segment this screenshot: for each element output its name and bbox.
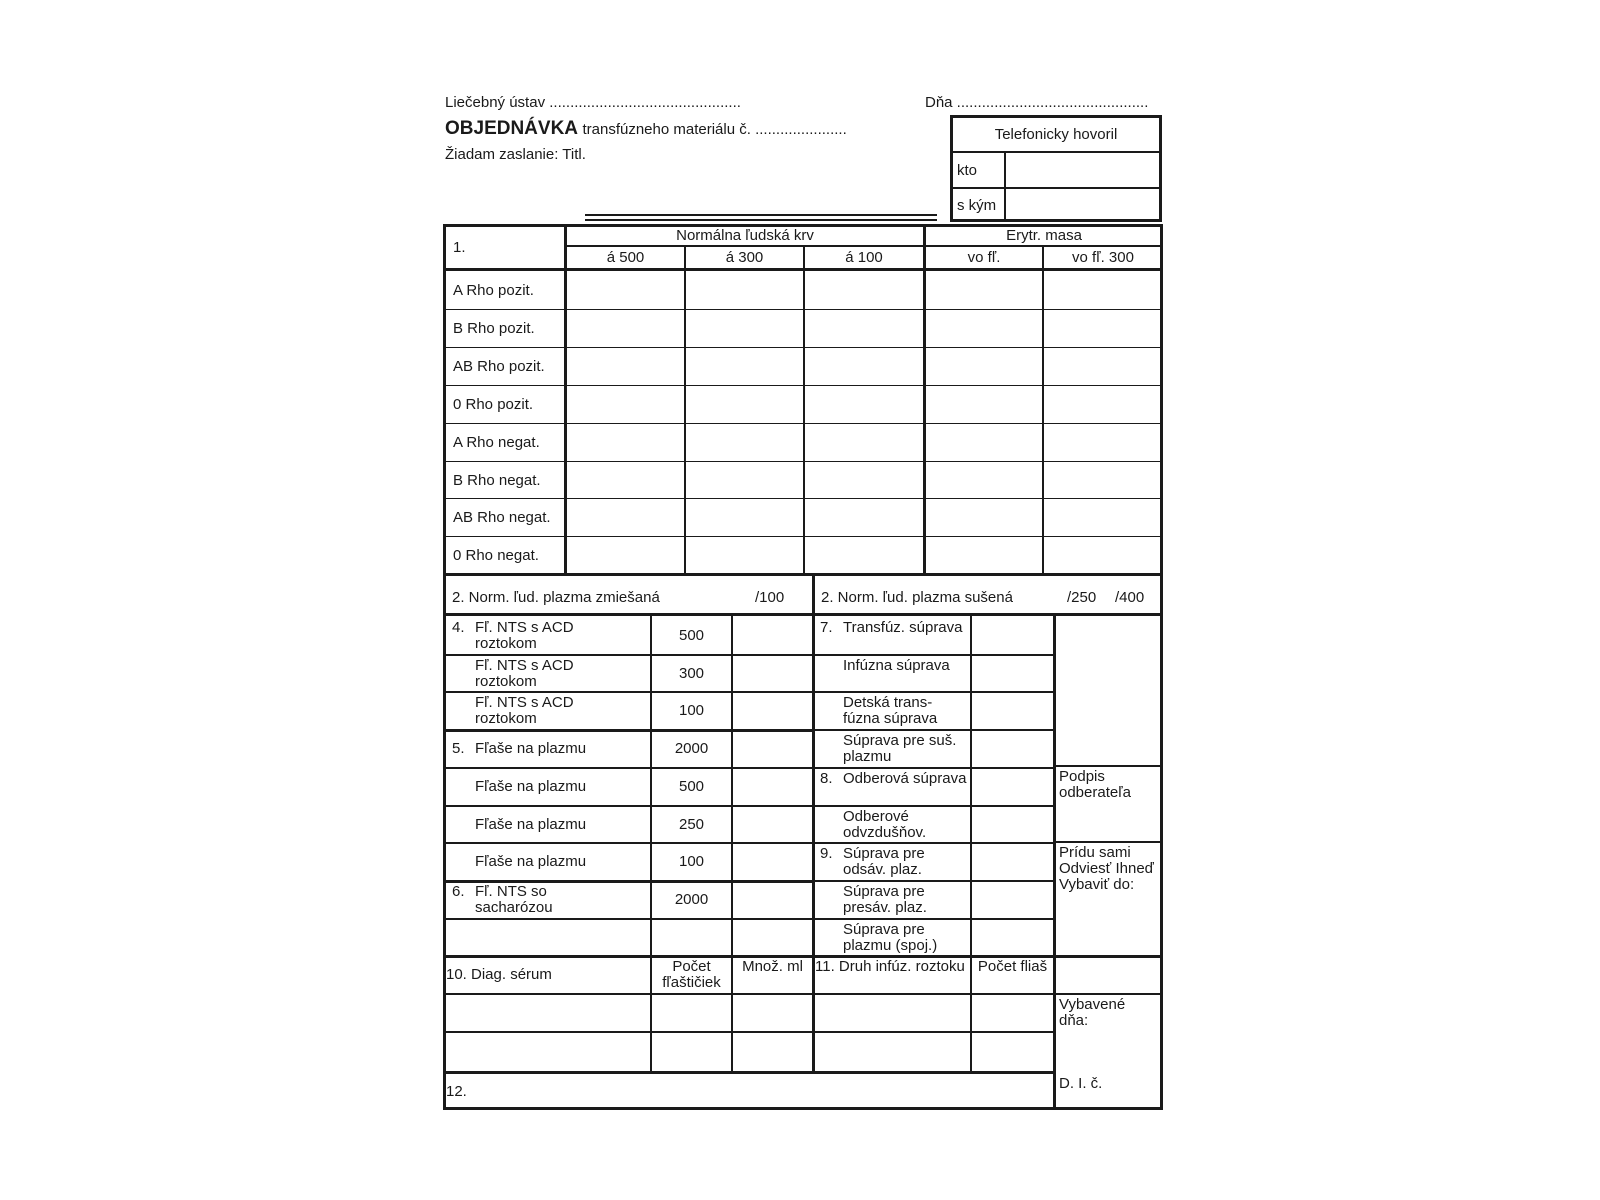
- left-item-label: Fľaše na plazmu: [475, 815, 587, 833]
- bottle-count-header: Počet fliaš: [977, 958, 1048, 975]
- section12-topline: [443, 1071, 1055, 1074]
- blood-cell[interactable]: [926, 538, 1040, 572]
- left-item-amount-field[interactable]: [734, 656, 811, 690]
- col-header: á 500: [606, 249, 645, 266]
- blood-row-line: [446, 385, 1160, 386]
- plasma-dried-label: 2. Norm. ľud. plazma sušená: [821, 589, 1013, 606]
- blood-cell[interactable]: [1044, 387, 1160, 421]
- date-line[interactable]: Dňa ..............................................: [925, 94, 1149, 111]
- left-item-amount-field[interactable]: [734, 807, 811, 841]
- blood-cell[interactable]: [686, 273, 801, 307]
- right-item-amount-field[interactable]: [973, 769, 1051, 803]
- left-item-qty: 100: [678, 702, 705, 720]
- left-item-label: Fľaše na plazmu: [475, 740, 587, 758]
- col-header: vo fľ.: [967, 249, 1001, 266]
- blood-row-line: [446, 498, 1160, 499]
- blood-row-line: [446, 461, 1160, 462]
- lower-grid-side-divider: [1053, 613, 1056, 1110]
- blood-cell[interactable]: [926, 387, 1040, 421]
- left-item-qty: 500: [678, 777, 705, 795]
- left-item-label: Fľ. NTS so sacharózou: [475, 882, 553, 916]
- blood-cell[interactable]: [567, 425, 682, 459]
- left-item-label: Fľ. NTS s ACD roztokom: [475, 694, 574, 728]
- blood-cell[interactable]: [805, 425, 921, 459]
- blood-cell[interactable]: [1044, 463, 1160, 497]
- left-item-number: 4.: [452, 619, 465, 636]
- blood-cell[interactable]: [686, 463, 801, 497]
- dic-label[interactable]: D. I. č.: [1059, 1075, 1103, 1092]
- right-item-label: Transfúz. súprava: [843, 619, 963, 636]
- left-item-qty: 500: [678, 627, 705, 644]
- blood-cell[interactable]: [686, 349, 801, 383]
- blood-type-label: 0 Rho pozit.: [453, 395, 534, 413]
- left-item-qty: 100: [678, 853, 705, 871]
- plasma-row-divider: [812, 576, 815, 616]
- blood-cell[interactable]: [1044, 500, 1160, 534]
- side-line: [1055, 765, 1162, 767]
- blood-cell[interactable]: [567, 273, 682, 307]
- phone-with-whom-label: s kým: [957, 197, 997, 214]
- blood-cell[interactable]: [805, 273, 921, 307]
- blood-cell[interactable]: [926, 273, 1040, 307]
- diag-serum-label: 10. Diag. sérum: [446, 966, 552, 983]
- blood-cell[interactable]: [805, 311, 921, 345]
- side-line: [1055, 955, 1162, 958]
- plasma-dried-unit-400[interactable]: /400: [1115, 589, 1145, 606]
- left-item-amount-field[interactable]: [734, 618, 811, 652]
- left-item-label: Fľaše na plazmu: [475, 777, 587, 795]
- section10-row-line: [443, 1031, 1055, 1033]
- blood-cell[interactable]: [926, 500, 1040, 534]
- blood-cell[interactable]: [805, 463, 921, 497]
- col-header: vo fľ. 300: [1072, 249, 1134, 266]
- blood-row-line: [446, 423, 1160, 424]
- left-item-amount-field[interactable]: [734, 731, 811, 765]
- section12-field[interactable]: [470, 1075, 1050, 1107]
- blood-type-label: AB Rho pozit.: [453, 357, 545, 375]
- right-item-label: Detská trans-fúzna súprava: [843, 694, 938, 728]
- right-item-amount-field[interactable]: [973, 920, 1051, 954]
- col-header: á 300: [725, 249, 764, 266]
- form-title-bold: OBJEDNÁVKA: [445, 118, 579, 139]
- blood-cell[interactable]: [926, 425, 1040, 459]
- form-title: [445, 118, 847, 140]
- right-item-label: Súprava pre odsáv. plaz.: [843, 845, 925, 879]
- blood-type-label: A Rho negat.: [453, 433, 540, 451]
- left-item-amount-field[interactable]: [734, 882, 811, 916]
- section10-headline: [443, 993, 1055, 995]
- blood-type-label: B Rho negat.: [453, 471, 541, 489]
- blood-table-hline: [443, 268, 1163, 271]
- left-item-label: Fľ. NTS s ACD roztokom: [475, 656, 574, 690]
- left-item-label: Fľaše na plazmu: [475, 853, 587, 871]
- left-item-amount-field[interactable]: [734, 693, 811, 727]
- blood-cell[interactable]: [1044, 311, 1160, 345]
- right-item-amount-field[interactable]: [973, 618, 1051, 652]
- blood-type-label: A Rho pozit.: [453, 282, 534, 299]
- blood-cell[interactable]: [686, 425, 801, 459]
- left-item-amount-field[interactable]: [734, 769, 811, 803]
- request-line[interactable]: Žiadam zaslanie: Titl.: [445, 146, 586, 163]
- blood-cell[interactable]: [686, 500, 801, 534]
- blood-cell[interactable]: [805, 349, 921, 383]
- group-eryt-mass: Erytr. masa: [1006, 227, 1082, 244]
- blood-row-line: [446, 347, 1160, 348]
- pickup-label[interactable]: Prídu sami Odviesť Ihneď Vybaviť do:: [1059, 844, 1154, 893]
- left-item-number: 6.: [452, 882, 465, 900]
- blood-cell[interactable]: [567, 349, 682, 383]
- col-header: á 100: [845, 249, 883, 266]
- vial-count-header: Počet fľaštičiek: [662, 958, 721, 991]
- blood-cell[interactable]: [1044, 273, 1160, 307]
- side-line: [1055, 993, 1162, 995]
- blood-type-label: B Rho pozit.: [453, 319, 535, 337]
- blood-cell[interactable]: [805, 538, 921, 572]
- name-underline: [585, 214, 937, 216]
- blood-cell[interactable]: [567, 500, 682, 534]
- blood-type-label: AB Rho negat.: [453, 509, 551, 527]
- blood-row-line: [446, 536, 1160, 537]
- done-date-label[interactable]: Vybavené dňa:: [1059, 996, 1126, 1029]
- right-item-amount-field[interactable]: [973, 731, 1051, 765]
- left-item-qty: 2000: [674, 740, 709, 758]
- phone-box-vline: [1004, 151, 1006, 221]
- blood-type-label: 0 Rho negat.: [453, 547, 539, 565]
- blood-cell[interactable]: [805, 500, 921, 534]
- signature-label[interactable]: Podpis odberateľa: [1059, 768, 1131, 801]
- blood-cell[interactable]: [567, 538, 682, 572]
- right-item-amount-field[interactable]: [973, 882, 1051, 916]
- right-item-label: Súprava pre plazmu (spoj.): [843, 920, 938, 954]
- left-item-amount-field[interactable]: [734, 844, 811, 878]
- section12-label: 12.: [446, 1083, 467, 1100]
- phone-box-title: Telefonicky hovoril: [994, 126, 1118, 143]
- amount-ml-header: Množ. ml: [742, 958, 803, 975]
- infusion-type-label: 11. Druh infúz. roztoku: [815, 958, 965, 975]
- right-item-label: Infúzna súprava: [843, 656, 950, 674]
- right-item-amount-field[interactable]: [973, 807, 1051, 841]
- left-item-qty: 250: [678, 815, 705, 833]
- left-item-number: 5.: [452, 740, 465, 758]
- right-item-label: Súprava pre presáv. plaz.: [843, 882, 927, 916]
- phone-box-line: [950, 151, 1162, 153]
- institution-line[interactable]: Liečebný ústav ..............................................: [445, 94, 741, 111]
- right-item-amount-field[interactable]: [973, 844, 1051, 878]
- blood-cell[interactable]: [1044, 349, 1160, 383]
- blood-cell[interactable]: [567, 463, 682, 497]
- blood-table-hline: [565, 245, 1162, 247]
- blood-cell[interactable]: [926, 349, 1040, 383]
- right-item-label: Odberové odvzdušňov.: [843, 807, 927, 841]
- plasma-dried-unit-250[interactable]: /250: [1067, 589, 1097, 606]
- form-title-rest[interactable]: transfúzneho materiálu č. ......................: [582, 121, 847, 138]
- blood-cell[interactable]: [926, 311, 1040, 345]
- blood-cell[interactable]: [567, 311, 682, 345]
- left-item-qty: 2000: [674, 890, 709, 908]
- phone-who-label: kto: [957, 162, 978, 179]
- right-item-label: Súprava pre suš. plazmu: [843, 732, 957, 766]
- phone-with-whom-field[interactable]: [1007, 190, 1157, 220]
- section1-number: 1.: [453, 239, 466, 256]
- right-item-label: Odberová súprava: [843, 769, 967, 787]
- blood-cell[interactable]: [805, 387, 921, 421]
- right-item-number: 9.: [820, 845, 833, 863]
- left-item-amount-field[interactable]: [734, 920, 811, 954]
- blood-cell[interactable]: [1044, 538, 1160, 572]
- right-item-number: 7.: [820, 619, 833, 636]
- right-item-number: 8.: [820, 769, 833, 787]
- left-item-label: Fľ. NTS s ACD roztokom: [475, 619, 574, 652]
- right-item-amount-field[interactable]: [973, 693, 1051, 727]
- blood-row-line: [446, 309, 1160, 310]
- blood-cell[interactable]: [567, 387, 682, 421]
- blood-cell[interactable]: [1044, 425, 1160, 459]
- side-line: [1055, 841, 1162, 843]
- phone-who-field[interactable]: [1007, 154, 1157, 186]
- name-underline-2: [585, 219, 937, 221]
- plasma-mixed-label: 2. Norm. ľud. plazma zmiešaná: [452, 589, 660, 606]
- left-item-qty: 300: [678, 664, 705, 682]
- phone-box-line: [950, 187, 1162, 189]
- plasma-mixed-unit[interactable]: /100: [755, 589, 785, 606]
- right-item-amount-field[interactable]: [973, 656, 1051, 690]
- blood-cell[interactable]: [686, 311, 801, 345]
- blood-cell[interactable]: [686, 387, 801, 421]
- blood-cell[interactable]: [686, 538, 801, 572]
- group-normal-blood: Normálna ľudská krv: [676, 227, 814, 244]
- blood-cell[interactable]: [926, 463, 1040, 497]
